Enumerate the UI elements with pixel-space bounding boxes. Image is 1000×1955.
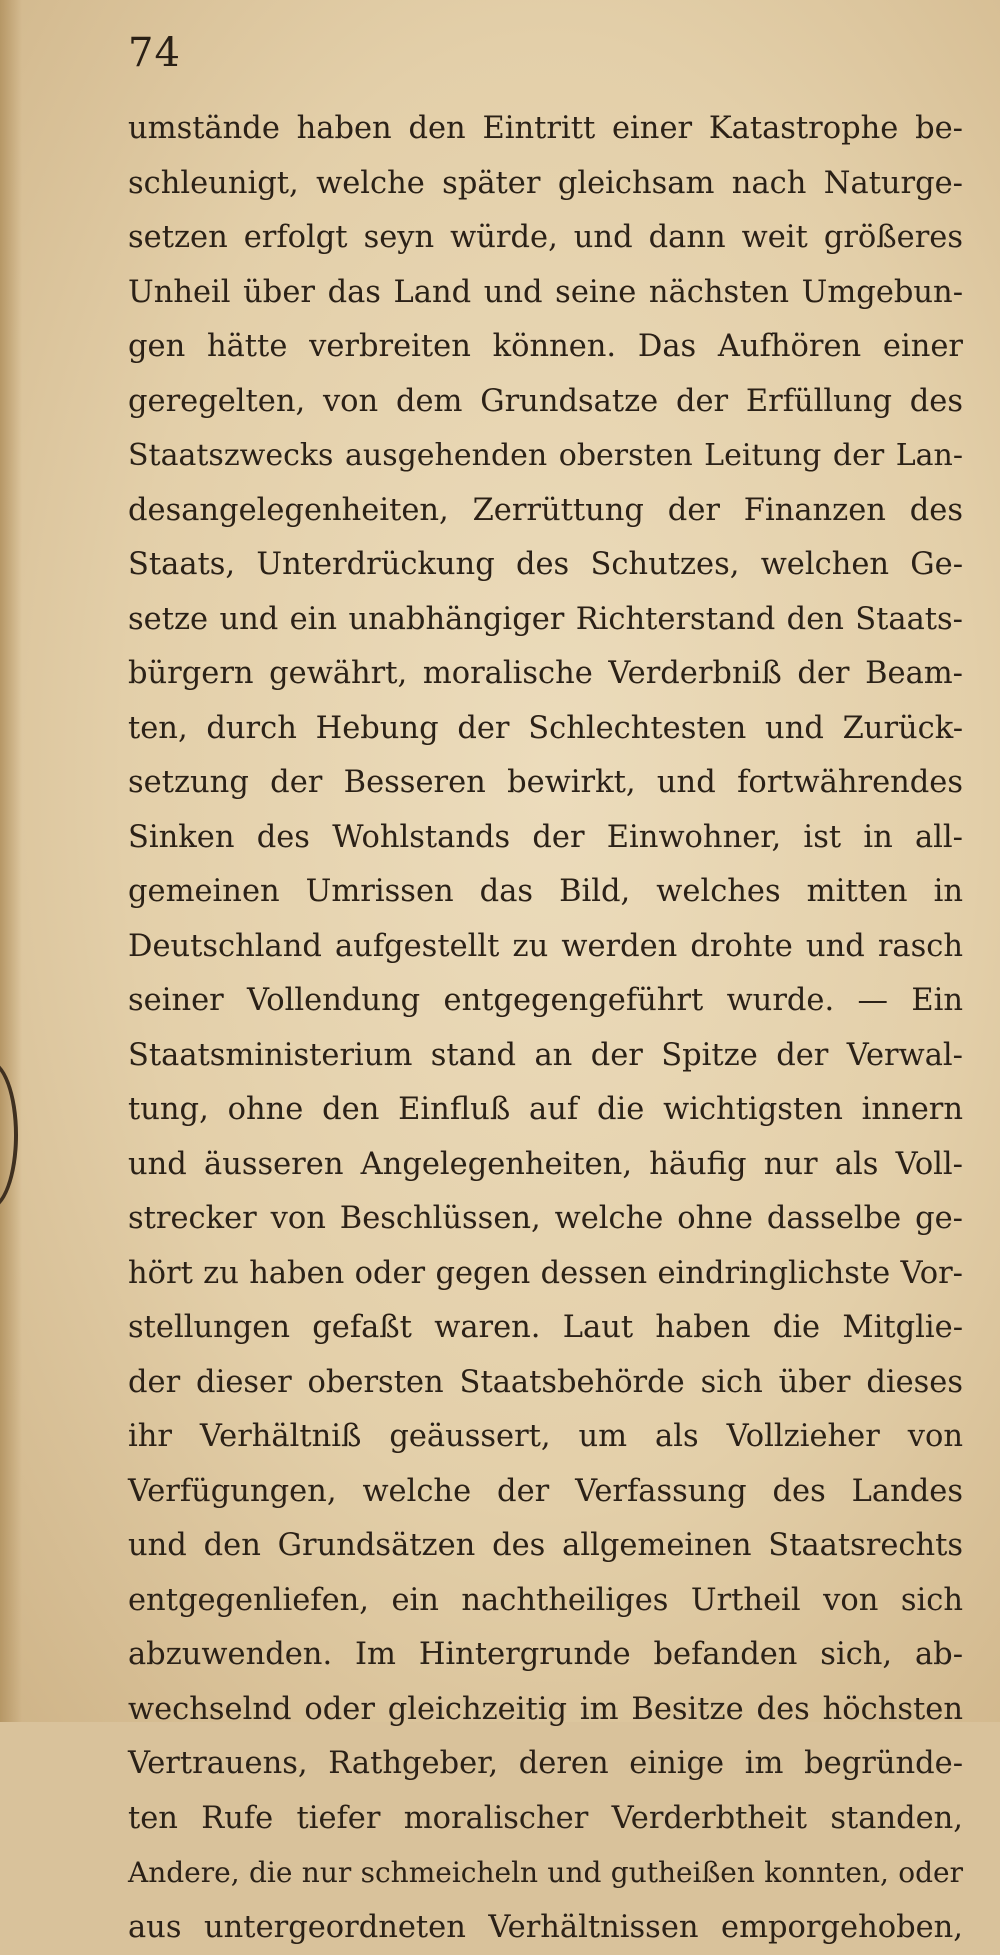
text-line: umstände haben den Eintritt einer Katastrophe be- [128, 102, 963, 157]
text-line: ten, durch Hebung der Schlechtesten und Zurück- [128, 702, 963, 757]
text-line: entgegenliefen, ein nachtheiliges Urtheil von sich [128, 1574, 963, 1629]
text-line: strecker von Beschlüssen, welche ohne dasselbe ge- [128, 1192, 963, 1247]
text-line: ten Rufe tiefer moralischer Verderbtheit standen, [128, 1792, 963, 1847]
text-line: ihr Verhältniß geäussert, um als Vollzieher von [128, 1410, 963, 1465]
body-text [128, 102, 963, 1955]
page-number: 74 [128, 30, 181, 76]
text-line: gemeinen Umrissen das Bild, welches mitten in [128, 865, 963, 920]
text-line: setzung der Besseren bewirkt, und fortwährendes [128, 756, 963, 811]
text-line: gen hätte verbreiten können. Das Aufhören einer [128, 320, 963, 375]
text-line: abzuwenden. Im Hintergrunde befanden sich, ab- [128, 1628, 963, 1683]
text-line: schleunigt, welche später gleichsam nach Naturge- [128, 157, 963, 212]
text-line: stellungen gefaßt waren. Laut haben die Mitglie- [128, 1301, 963, 1356]
text-line: Deutschland aufgestellt zu werden drohte und rasch [128, 920, 963, 975]
text-line: desangelegenheiten, Zerrüttung der Finanzen des [128, 484, 963, 539]
text-line: Staatszwecks ausgehenden obersten Leitung der Lan- [128, 429, 963, 484]
page-shadow-edge [0, 0, 22, 1722]
text-line: Staatsministerium stand an der Spitze der Verwal- [128, 1029, 963, 1084]
text-line: Sinken des Wohlstands der Einwohner, ist in all- [128, 811, 963, 866]
text-line: Vertrauens, Rathgeber, deren einige im begründe- [128, 1737, 963, 1792]
text-line: und äusseren Angelegenheiten, häufig nur als Voll- [128, 1138, 963, 1193]
text-line: Verfügungen, welche der Verfassung des Landes [128, 1465, 963, 1520]
text-line: Staats, Unterdrückung des Schutzes, welchen Ge- [128, 538, 963, 593]
text-line: tung, ohne den Einfluß auf die wichtigsten innern [128, 1083, 963, 1138]
text-line: wechselnd oder gleichzeitig im Besitze des höchsten [128, 1683, 963, 1738]
text-line: geregelten, von dem Grundsatze der Erfüllung des [128, 375, 963, 430]
text-line: aus untergeordneten Verhältnissen emporgehoben, [128, 1901, 963, 1955]
text-line: hört zu haben oder gegen dessen eindringlichste Vor- [128, 1247, 963, 1302]
text-line: Andere, die nur schmeicheln und gutheißen konnten, oder [128, 1846, 963, 1901]
text-line: Unheil über das Land und seine nächsten Umgebun- [128, 266, 963, 321]
text-line: der dieser obersten Staatsbehörde sich über dieses [128, 1356, 963, 1411]
text-line: setze und ein unabhängiger Richterstand den Staats- [128, 593, 963, 648]
text-line: und den Grundsätzen des allgemeinen Staatsrechts [128, 1519, 963, 1574]
text-line: bürgern gewährt, moralische Verderbniß der Beam- [128, 647, 963, 702]
text-line: setzen erfolgt seyn würde, und dann weit größeres [128, 211, 963, 266]
text-line: seiner Vollendung entgegengeführt wurde. — Ein [128, 974, 963, 1029]
